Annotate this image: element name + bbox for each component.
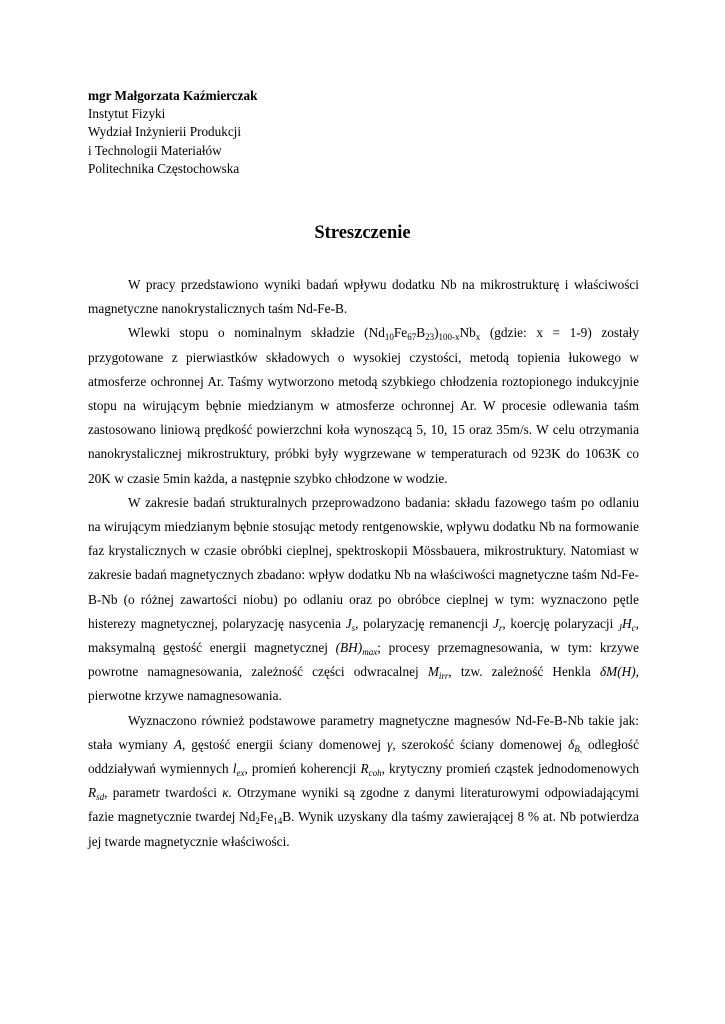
subscript: B, (574, 743, 583, 754)
text-run: , koercję polaryzacji (502, 615, 619, 631)
text-run: ; procesy przemagnesowania, w tym: krzywe powrotne namagnesowania, zależność części odwracalnej (88, 640, 639, 680)
subscript: s (351, 622, 356, 633)
affiliation-faculty-cont: i Technologii Materiałów (88, 142, 222, 158)
symbol-a: A (173, 736, 182, 752)
symbol-jr: J (492, 615, 499, 631)
subscript: ex (236, 768, 245, 779)
symbol-lex: l (232, 761, 237, 777)
text-run: Fe (393, 325, 408, 341)
text-run: Fe (259, 809, 274, 825)
text-run: B. Wynik uzyskany dla taśmy zawierającej 8 % at. Nb potwierdza jej twarde magnetycznie właściwości. (88, 809, 639, 849)
paragraph-4 (88, 709, 639, 854)
text-run: (gdzie: x = 1-9) zostały przygotowane z pierwiastków składowych o wysokiej czystości, metodą topienia łukowego w atmosferze ochronnej Ar. Taśmy wytworzono metodą szybkiego chłodzenia roztopionego indukcyjnie stopu na wirującym bębnie miedzianym w atmosferze ochronnej Ar. W procesie odlewania taśm zastosowano liniową prędkość powierzchni koła wynoszącą 5, 10, 15 oraz 35m/s. W celu otrzymania nanokrystalicznej mikrostruktury, próbki były wygrzewane w temperaturach od 923K do 1063K co 20K w czasie 5min każda, a następnie szybko chłodzone w wodzie. (88, 325, 639, 486)
text-run: Otrzymane wyniki są zgodne z danymi literaturowymi odpowiadającymi fazie magnetycznie twardej Nd (88, 785, 639, 825)
text-run: Nb (459, 325, 476, 341)
subscript: 67 (407, 332, 417, 343)
subscript: r (498, 622, 503, 633)
symbol-kappa: κ. (222, 785, 232, 801)
page-title: Streszczenie (314, 223, 411, 243)
subscript: max (362, 647, 378, 658)
text-run: W zakresie badań strukturalnych przeprowadzono badania: składu fazowego taśm po odlaniu na wirującym miedzianym bębnie stosując metody rentgenowskie, wpływu dodatku Nb na formowanie faz krystalicznych w czasie obróbki cieplnej, spektroskopii Mössbauera, mikrostruktury. Natomiast w zakresie badań magnetycznych zbadano: wpływ dodatku Nb na właściwości magnetyczne taśm Nd-Fe-B-Nb (o różnej zawartości niobu) po odlaniu oraz po obróbce cieplnej w tym: wyznaczono pętle histerezy magnetycznej, polaryzację nasycenia (88, 494, 639, 631)
subscript: coh (368, 768, 382, 779)
author-block (88, 87, 257, 178)
text-run: , gęstość energii ściany domenowej (181, 736, 388, 752)
text-run: , pierwotne krzywe namagnesowania. (88, 664, 639, 704)
symbol-jhc: H (622, 615, 632, 631)
paragraph-1 (88, 273, 639, 321)
text-run: Wlewki stopu o nominalnym składzie (Nd (128, 325, 385, 341)
symbol-delta-b: δ (568, 736, 575, 752)
author-name: mgr Małgorzata Kaźmierczak (88, 88, 258, 103)
affiliation-institute: Instytut Fizyki (88, 106, 166, 122)
subscript: 10 (384, 332, 394, 343)
subscript: 23 (425, 332, 435, 343)
text-run: , maksymalną gęstość energii magnetycznej (88, 615, 639, 656)
paragraph-1-text: W pracy przedstawiono wyniki badań wpływu dodatku Nb na mikrostrukturę i właściwości magnetyczne nanokrystalicznych taśm Nd-Fe-B. (88, 277, 639, 317)
symbol-mirr: M (427, 664, 439, 680)
symbol-rsd: R (88, 785, 97, 801)
symbol-rcoh: R (360, 761, 369, 777)
subscript: 14 (273, 816, 283, 827)
subscript: J (618, 622, 623, 633)
symbol-js: J (345, 615, 352, 631)
abstract-body (88, 273, 639, 854)
text-run: , tzw. zależność Henkla (448, 664, 600, 680)
text-run: , szerokość ściany domenowej (392, 736, 569, 752)
subscript: sd (96, 792, 105, 803)
subscript: irr (438, 671, 449, 682)
subscript: x (475, 332, 481, 343)
text-run: , krytyczny promień cząstek jednodomenowych (381, 761, 639, 777)
symbol-gamma: γ (387, 736, 393, 752)
text-run: ) (434, 325, 439, 341)
subscript: 2 (255, 816, 260, 827)
text-run: , polaryzację remanencji (355, 615, 493, 631)
symbol-bhmax: (BH) (335, 640, 363, 656)
text-run: odległość oddziaływań wymiennych (88, 736, 639, 777)
text-run: , parametr twardości (104, 785, 223, 801)
paragraph-2 (88, 321, 639, 490)
text-run: , promień koherencji (244, 761, 361, 777)
affiliation-university: Politechnika Częstochowska (88, 160, 240, 176)
symbol-henkel: δM(H) (599, 664, 636, 680)
text-run: B (416, 325, 426, 341)
paragraph-3 (88, 491, 639, 709)
subscript: 100-x (438, 332, 460, 343)
affiliation-faculty: Wydział Inżynierii Produkcji (88, 124, 242, 140)
subscript: c (631, 622, 636, 633)
text-run: Wyznaczono również podstawowe parametry magnetyczne magnesów Nd-Fe-B-Nb takie jak: stała wymiany (88, 712, 639, 752)
